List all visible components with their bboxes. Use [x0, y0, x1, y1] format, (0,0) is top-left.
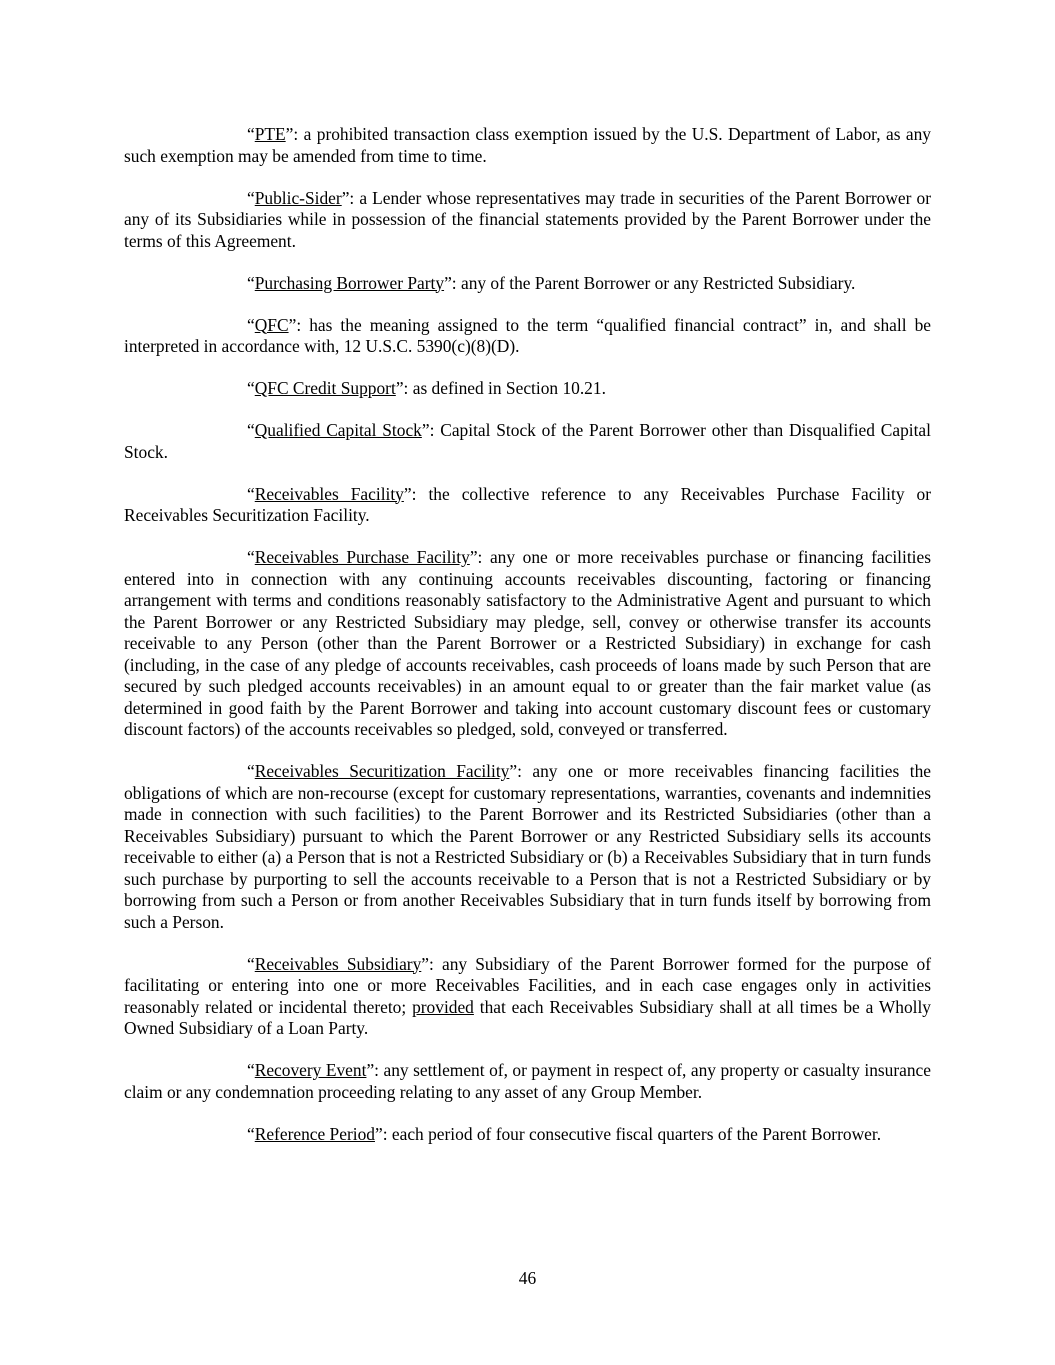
definition-qfc-credit-support: “QFC Credit Support”: as defined in Section 10.21. [247, 378, 606, 398]
defined-term: Receivables Subsidiary [254, 953, 422, 974]
defined-term: Purchasing Borrower Party [254, 272, 445, 293]
definition-text: : any Subsidiary of the Parent Borrower formed for the purpose of facilitating or entering into one or more Receivables Facilities, and in each case engages only in activities reasonably related or incidental thereto; [124, 953, 932, 1017]
definition-public-sider: “Public-Sider”: a Lender whose representatives may trade in securities of the Parent Borrower or any of its Subsidiaries while in possession of the financial statements provided by the Parent Borrower under the terms of this Agreement. [124, 187, 931, 251]
definition-qfc: “QFC”: has the meaning assigned to the term “qualified financial contract” in, and shall be interpreted in accordance with, 12 U.S.C. 5390(c)(8)(D). [124, 314, 931, 356]
page-number: 46 [518, 1268, 537, 1288]
definition-text: : a Lender whose representatives may trade in securities of the Parent Borrower or any of its Subsidiaries while in possession of the financial statements provided by the Parent Borrower under the terms of this Agreement. [124, 187, 931, 251]
definition-purchasing-borrower-party: “Purchasing Borrower Party”: any of the Parent Borrower or any Restricted Subsidiary. [247, 272, 856, 293]
definition-receivables-facility: “Receivables Facility”: the collective reference to any Receivables Purchase Facility or Receivables Securitization Facility. [124, 483, 931, 525]
defined-term: Receivables Securitization Facility [254, 761, 510, 781]
defined-term: Receivables Facility [254, 483, 404, 504]
definition-text: : each period of four consecutive fiscal quarters of the Parent Borrower. [382, 1123, 882, 1144]
document-page [124, 124, 931, 1166]
definition-text: : Capital Stock of the Parent Borrower other than Disqualified Capital Stock. [124, 420, 931, 462]
definition-text: : any one or more receivables financing facilities the obligations of which are non-recourse (except for customary representations, warranties, covenants and indemnities made in connection with such facilities) to the Parent Borrower and its Restricted Subsidiaries (other than a Receivables Subsidiary) pursuant to which the Parent Borrower or any Restricted Subsidiary sells its accounts receivable to either (a) a Person that is not a Restricted Subsidiary or (b) a Receivables Subsidiary that in turn funds such purchase by purporting to sell the accounts receivable to a Person that is not a Restricted Subsidiary or by borrowing from such a Person or from another Receivables Subsidiary that in turn funds itself by borrowing from such a Person. [124, 761, 931, 932]
defined-term: Qualified Capital Stock [254, 420, 422, 440]
definition-text: : any of the Parent Borrower or any Restricted Subsidiary. [451, 272, 856, 293]
definition-text: : any settlement of, or payment in respect of, any property or casualty insurance claim or any condemnation proceeding relating to any asset of any Group Member. [124, 1060, 931, 1102]
definition-qualified-capital-stock: “Qualified Capital Stock”: Capital Stock of the Parent Borrower other than Disqualified Capital Stock. [124, 420, 931, 462]
definition-receivables-subsidiary: “Receivables Subsidiary”: any Subsidiary of the Parent Borrower formed for the purpose of facilitating or entering into one or more Receivables Facilities, and in each case engages only in activities reasonably related or incidental thereto; provided that each Receivables Subsidiary shall at all times be a Wholly Owned Subsidiary of a Loan Party. [124, 953, 932, 1038]
defined-term: PTE [254, 124, 286, 144]
defined-term: Reference Period [254, 1123, 375, 1144]
definition-pte: “PTE”: a prohibited transaction class exemption issued by the U.S. Department of Labor, as any such exemption may be amended from time to time. [124, 124, 931, 166]
defined-term: QFC [254, 314, 289, 335]
defined-term: QFC Credit Support [254, 378, 396, 398]
proviso-emphasis: provided [412, 996, 474, 1017]
definition-text: : as defined in Section 10.21. [403, 378, 606, 398]
definition-receivables-securitization-facility: “Receivables Securitization Facility”: any one or more receivables financing facilities the obligations of which are non-recourse (except for customary representations, warranties, covenants and indemnities made in connection with such facilities) to the Parent Borrower and its Restricted Subsidiaries (other than a Receivables Subsidiary) pursuant to which the Parent Borrower or any Restricted Subsidiary sells its accounts receivable to either (a) a Person that is not a Restricted Subsidiary or (b) a Receivables Subsidiary that in turn funds such purchase by purporting to sell the accounts receivable to a Person that is not a Restricted Subsidiary or by borrowing from such a Person or from another Receivables Subsidiary that in turn funds itself by borrowing from such a Person. [124, 761, 931, 932]
definition-text: : a prohibited transaction class exemption issued by the U.S. Department of Labor, as any such exemption may be amended from time to time. [124, 124, 931, 166]
definition-text-continued: that each Receivables Subsidiary shall at all times be a Wholly Owned Subsidiary of a Loan Party. [124, 996, 932, 1038]
defined-term: Recovery Event [254, 1060, 367, 1080]
definition-text: : has the meaning assigned to the term “qualified financial contract” in, and shall be interpreted in accordance with, 12 U.S.C. 5390(c)(8)(D). [124, 314, 931, 356]
definition-receivables-purchase-facility: “Receivables Purchase Facility”: any one or more receivables purchase or financing facilities entered into in connection with any continuing accounts receivables discounting, factoring or financing arrangement with terms and conditions reasonably satisfactory to the Administrative Agent and pursuant to which the Parent Borrower or any Restricted Subsidiary may pledge, sell, convey or otherwise transfer its accounts receivable to any Person (other than the Parent Borrower or a Restricted Subsidiary) in exchange for cash (including, in the case of any pledge of accounts receivables, cash proceeds of loans made by such Person that are secured by such pledged accounts receivables) in an amount equal to or greater than the fair market value (as determined in good faith by the Parent Borrower and taking into account customary discount fees or customary discount factors) of the accounts receivables so pledged, sold, conveyed or transferred. [124, 547, 931, 739]
defined-term: Receivables Purchase Facility [254, 547, 470, 567]
definition-reference-period: “Reference Period”: each period of four consecutive fiscal quarters of the Parent Borrower. [247, 1123, 882, 1144]
defined-term: Public-Sider [254, 187, 342, 208]
definition-text: : any one or more receivables purchase or financing facilities entered into in connection with any continuing accounts receivables discounting, factoring or financing arrangement with terms and conditions reasonably satisfactory to the Administrative Agent and pursuant to which the Parent Borrower or any Restricted Subsidiary may pledge, sell, convey or otherwise transfer its accounts receivable to any Person (other than the Parent Borrower or a Restricted Subsidiary) in exchange for cash (including, in the case of any pledge of accounts receivables, cash proceeds of loans made by such Person that are secured by such pledged accounts receivables) in an amount equal to or greater than the fair market value (as determined in good faith by the Parent Borrower and taking into account customary discount fees or customary discount factors) of the accounts receivables so pledged, sold, conveyed or transferred. [124, 547, 931, 739]
definition-text: : the collective reference to any Receivables Purchase Facility or Receivables Securitization Facility. [124, 483, 931, 525]
definition-recovery-event: “Recovery Event”: any settlement of, or payment in respect of, any property or casualty insurance claim or any condemnation proceeding relating to any asset of any Group Member. [124, 1060, 931, 1102]
